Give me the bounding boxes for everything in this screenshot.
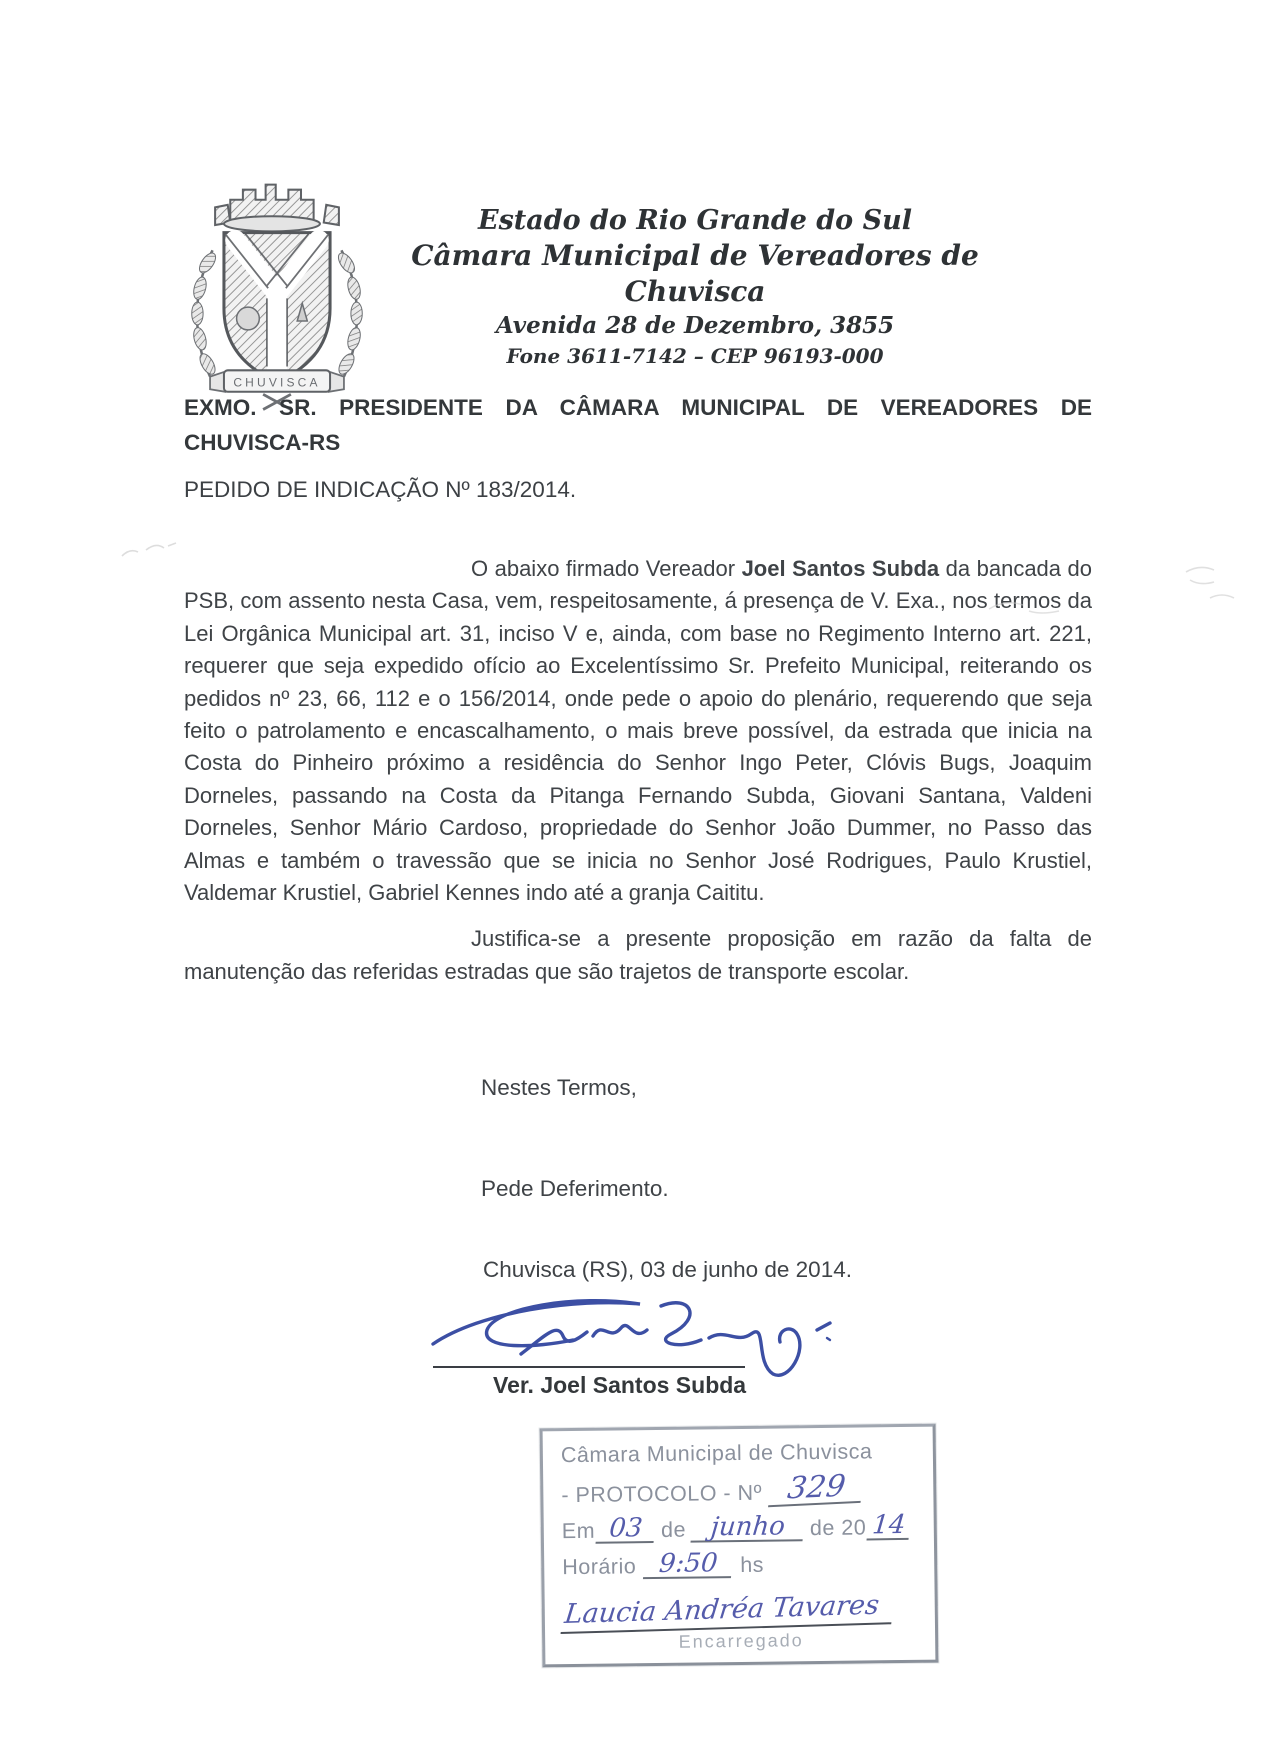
signature-rule xyxy=(433,1366,745,1368)
addressee-line: EXMO. SR. PRESIDENTE DA CÂMARA MUNICIPAL DE VEREADORES DE CHUVISCA-RS xyxy=(184,395,1092,455)
stamp-org-name: Câmara Municipal de Chuvisca xyxy=(560,1439,873,1468)
document-body xyxy=(184,553,1092,988)
pencil-mark xyxy=(1180,560,1250,610)
crest-banner-text: CHUVISCA xyxy=(233,375,321,390)
letterhead-org: Câmara Municipal de Vereadores de Chuvisca xyxy=(411,239,979,308)
clerk-role-label: Encarregado xyxy=(678,1630,804,1652)
letterhead-address: Avenida 28 de Dezembro, 3855 xyxy=(495,312,895,339)
closing-terms: Nestes Termos, xyxy=(481,1075,637,1100)
date-month-handwritten: junho xyxy=(691,1513,806,1542)
time-label: Horário xyxy=(562,1554,637,1580)
signature-block xyxy=(425,1292,845,1399)
closing-plea: Pede Deferimento. xyxy=(481,1176,669,1201)
paragraph-text: O abaixo firmado Vereador xyxy=(471,556,742,581)
stamp-time-row xyxy=(562,1548,918,1580)
stamp-signature-block xyxy=(562,1589,920,1654)
protocol-label: - PROTOCOLO - Nº xyxy=(561,1480,763,1508)
body-paragraph-justification: Justifica-se a presente proposição em razão da falta de manutenção das referidas estradas que são trajetos de transporte escolar. xyxy=(184,926,1092,984)
letterhead-phone: Fone 3611-7142 – CEP 96193-000 xyxy=(506,344,884,368)
date-day-handwritten: 03 xyxy=(596,1515,657,1544)
closing-dateline: Chuvisca (RS), 03 de junho de 2014. xyxy=(483,1257,852,1282)
date-prefix: Em xyxy=(561,1518,596,1544)
time-value-handwritten: 9:50 xyxy=(643,1550,734,1579)
pencil-mark xyxy=(985,595,1065,625)
protocol-number-handwritten: 329 xyxy=(768,1471,865,1507)
letterhead-text xyxy=(400,172,990,412)
pencil-mark xyxy=(118,540,178,564)
signer-name-inline: Joel Santos Subda xyxy=(741,556,940,581)
stamp-protocol-row xyxy=(561,1468,917,1508)
letterhead xyxy=(182,172,990,412)
stamp-date-row xyxy=(561,1509,918,1544)
protocol-stamp xyxy=(540,1424,939,1668)
time-suffix: hs xyxy=(740,1552,765,1577)
date-de1: de xyxy=(660,1517,687,1542)
signer-name: Ver. Joel Santos Subda xyxy=(493,1372,747,1398)
date-year-handwritten: 14 xyxy=(867,1512,912,1541)
body-paragraph-request xyxy=(184,553,1092,909)
clerk-signature-handwritten: Laucia Andréa Tavares xyxy=(561,1589,895,1634)
document-subject: PEDIDO DE INDICAÇÃO Nº 183/2014. xyxy=(184,477,577,502)
letterhead-state: Estado do Rio Grande do Sul xyxy=(478,205,912,236)
date-de2: de 20 xyxy=(809,1515,867,1541)
paragraph-text: da bancada do PSB, com assento nesta Casa, vem, respeitosamente, á presença de V. Exa., nos termos da Lei Orgânica Municipal art. 31, inciso V e, ainda, com base no Regimento Interno art. 221, requerer que seja expedido ofício ao Excelentíssimo Sr. Prefeito Municipal, reiterando os pedidos nº 23, 66, 112 e o 156/2014, onde pede o apoio do plenário, requerendo que seja feito o patrolamento e encascalhamento, o mais breve possível, da estrada que inicia na Costa do Pinheiro próximo a residência do Senhor Ingo Peter, Clóvis Bugs, Joaquim Dorneles, passando na Costa da Pitanga Fernando Subda, Giovani Santana, Valdeni Dorneles, Senhor Mário Cardoso, propriedade do Senhor João Dummer, no Passo das Almas e também o travessão que se inicia no Senhor José Rodrigues, Paulo Krustiel, Valdemar Krustiel, Gabriel Kennes indo até a granja Caititu. xyxy=(184,556,1092,906)
municipal-coat-of-arms-icon xyxy=(182,172,372,412)
